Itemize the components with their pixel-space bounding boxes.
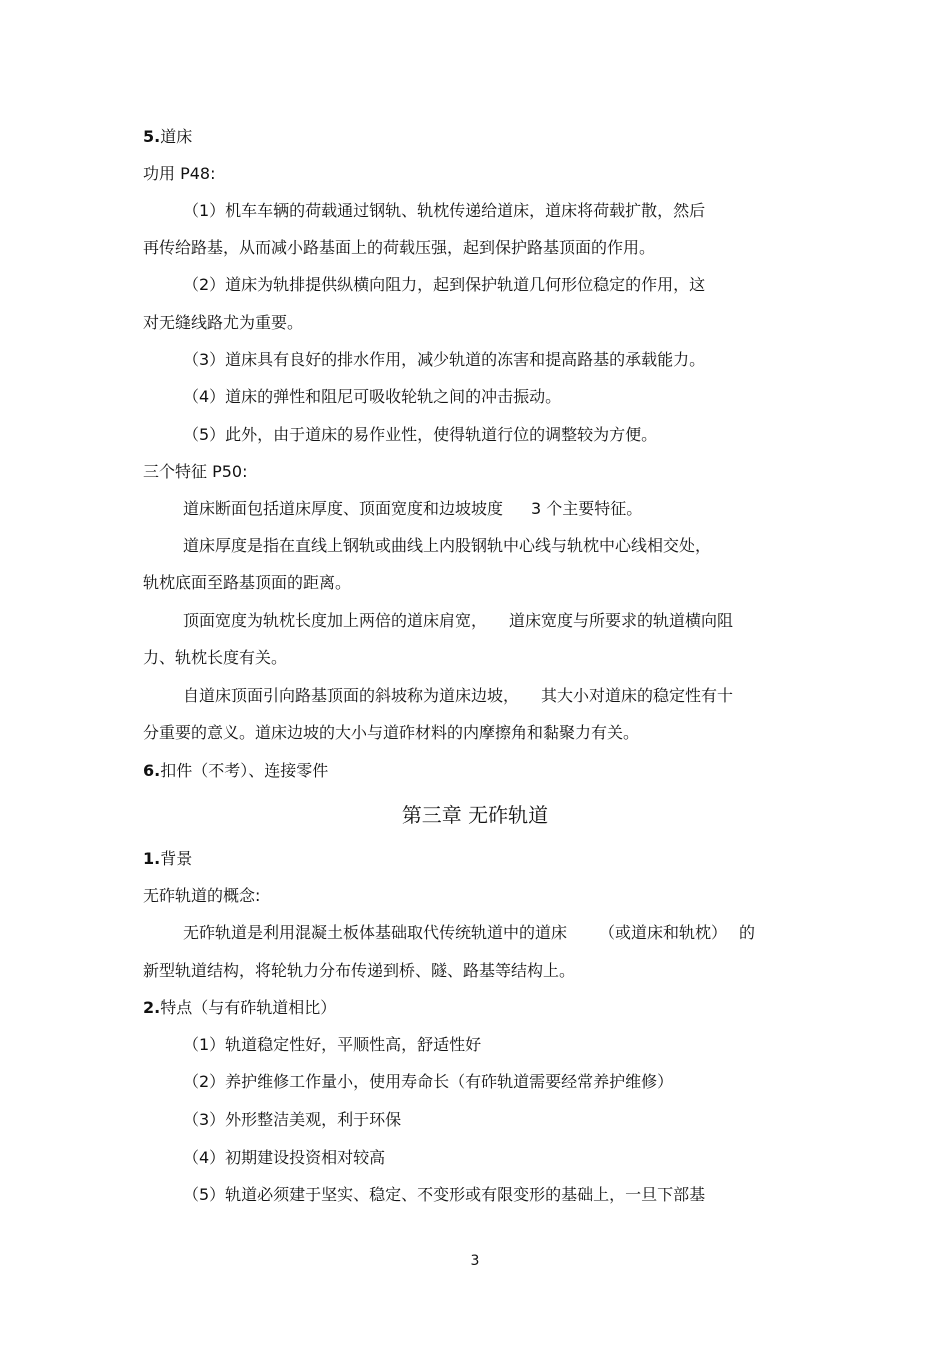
concept-line-2: 新型轨道结构，将轮轨力分布传递到桥、隧、路基等结构上。: [143, 961, 576, 980]
concept-heading: 无砟轨道的概念:: [143, 886, 261, 905]
point-3: （3）外形整洁美观，利于环保: [183, 1110, 402, 1129]
point-5: （5）轨道必须建于坚实、稳定、不变形或有限变形的基础上，一旦下部基: [183, 1185, 706, 1204]
features-heading: 三个特征 P50:: [143, 462, 248, 481]
section-1-heading: 1.背景: [143, 849, 193, 868]
point-1: （1）轨道稳定性好，平顺性高，舒适性好: [183, 1035, 482, 1054]
point-2: （2）养护维修工作量小，使用寿命长（有砟轨道需要经常养护维修）: [183, 1072, 674, 1091]
section-6-heading: 6.扣件（不考）、连接零件: [143, 761, 329, 780]
function-item-2-line-2: 对无缝线路尤为重要。: [143, 313, 304, 332]
feature-para-3-line-1: 顶面宽度为轨枕长度加上两倍的道床肩宽， 道床宽度与所要求的轨道横向阻: [183, 611, 734, 630]
function-item-5: （5）此外，由于道床的易作业性，使得轨道行位的调整较为方便。: [183, 425, 658, 444]
feature-para-2-line-1: 道床厚度是指在直线上钢轨或曲线上内股钢轨中心线与轨枕中心线相交处，: [183, 536, 712, 555]
point-4: （4）初期建设投资相对较高: [183, 1148, 386, 1167]
feature-para-3-line-2: 力、轨枕长度有关。: [143, 648, 288, 667]
feature-para-2-line-2: 轨枕底面至路基顶面的距离。: [143, 573, 352, 592]
feature-para-4-line-1: 自道床顶面引向路基顶面的斜坡称为道床边坡， 其大小对道床的稳定性有十: [183, 686, 734, 705]
function-item-1-line-1: （1）机车车辆的荷载通过钢轨、轨枕传递给道床，道床将荷载扩散，然后: [183, 201, 706, 220]
feature-para-4-line-2: 分重要的意义。道床边坡的大小与道砟材料的内摩擦角和黏聚力有关。: [143, 723, 640, 742]
section-2-heading: 2.特点（与有砟轨道相比）: [143, 998, 337, 1017]
function-item-1-line-2: 再传给路基，从而减小路基面上的荷载压强，起到保护路基顶面的作用。: [143, 238, 656, 257]
function-item-4: （4）道床的弹性和阻尼可吸收轮轨之间的冲击振动。: [183, 387, 562, 406]
page-number: 3: [470, 1253, 480, 1269]
feature-para-1: 道床断面包括道床厚度、顶面宽度和边坡坡度 3 个主要特征。: [183, 499, 643, 518]
concept-line-1: 无砟轨道是利用混凝土板体基础取代传统轨道中的道床 （或道床和轨枕） 的: [183, 923, 756, 942]
chapter-title: 第三章 无砟轨道: [401, 803, 549, 827]
function-item-2-line-1: （2）道床为轨排提供纵横向阻力，起到保护轨道几何形位稳定的作用，这: [183, 275, 706, 294]
section-5-heading: 5.道床: [143, 127, 193, 146]
function-heading: 功用 P48:: [143, 164, 216, 183]
function-item-3: （3）道床具有良好的排水作用，减少轨道的冻害和提高路基的承载能力。: [183, 350, 706, 369]
